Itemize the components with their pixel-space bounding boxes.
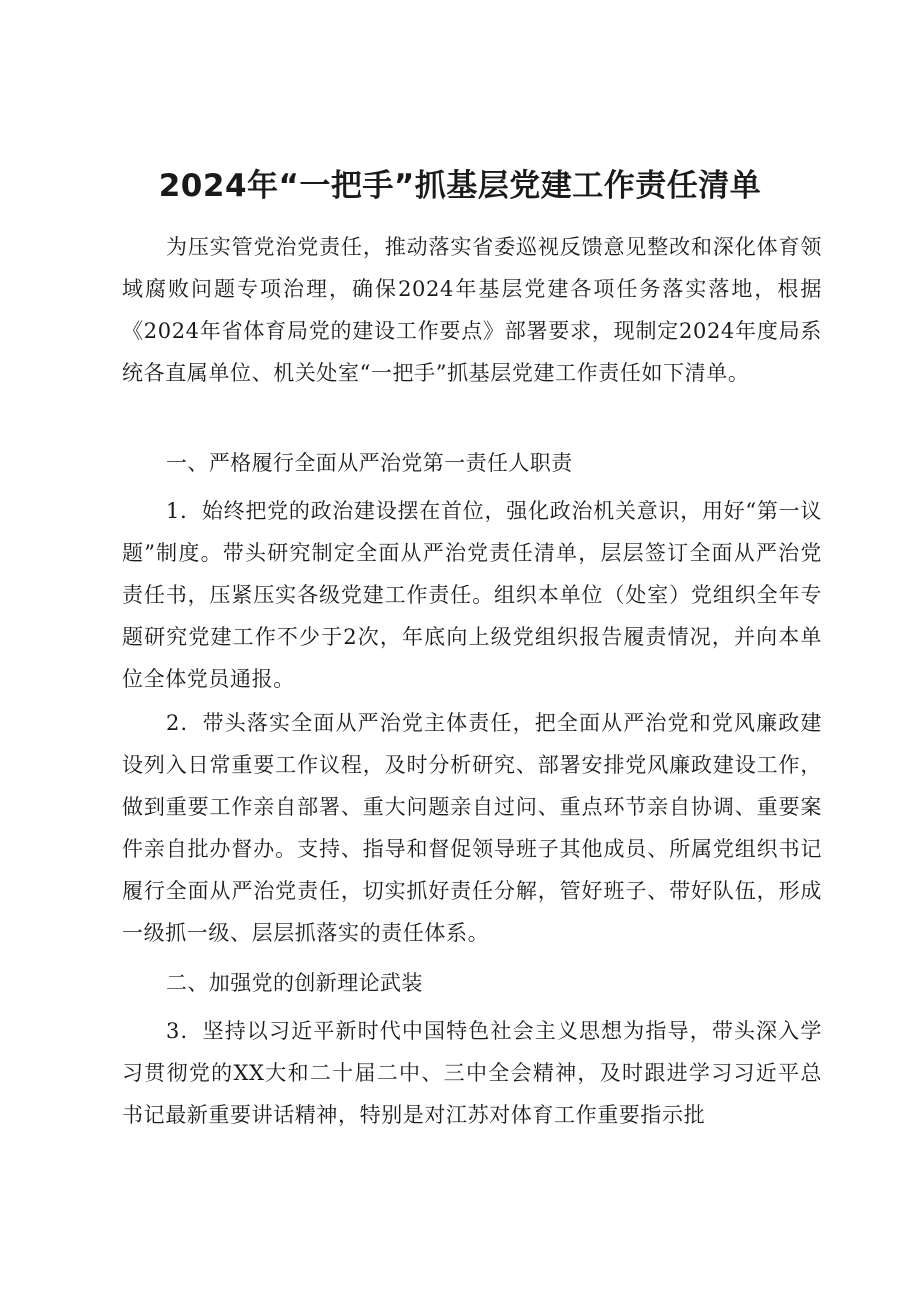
section-1-paragraph-1: 1．始终把党的政治建设摆在首位，强化政治机关意识，用好“第一议题”制度。带头研究制定全面从严治党责任清单，层层签订全面从严治党责任书，压紧压实各级党建工作责任。组织本单位（处室）党组织全年专题研究党建工作不少于2次，年底向上级党组织报告履责情况，并向本单位全体党员通报。 — [122, 499, 822, 691]
document-title: 2024年“一把手”抓基层党建工作责任清单 — [158, 168, 762, 204]
section-heading-1: 一、严格履行全面从严治党第一责任人职责 — [166, 451, 573, 475]
section-heading-2: 二、加强党的创新理论武装 — [166, 971, 423, 995]
section-2-paragraph-1: 3．坚持以习近平新时代中国特色社会主义思想为指导，带头深入学习贯彻党的XX大和二十届二中、三中全会精神，及时跟进学习习近平总书记最新重要讲话精神，特别是对江苏对体育工作重要指示批 — [122, 1019, 822, 1127]
intro-paragraph: 为压实管党治党责任，推动落实省委巡视反馈意见整改和深化体育领域腐败问题专项治理，确保2024年基层党建各项任务落实落地，根据《2024年省体育局党的建设工作要点》部署要求，现制定2024年度局系统各直属单位、机关处室“一把手”抓基层党建工作责任如下清单。 — [122, 235, 822, 385]
section-1-paragraph-2: 2．带头落实全面从严治党主体责任，把全面从严治党和党风廉政建设列入日常重要工作议程，及时分析研究、部署安排党风廉政建设工作，做到重要工作亲自部署、重大问题亲自过问、重点环节亲自协调、重要案件亲自批办督办。支持、指导和督促领导班子其他成员、所属党组织书记履行全面从严治党责任，切实抓好责任分解，管好班子、带好队伍，形成一级抓一级、层层抓落实的责任体系。 — [122, 711, 822, 945]
